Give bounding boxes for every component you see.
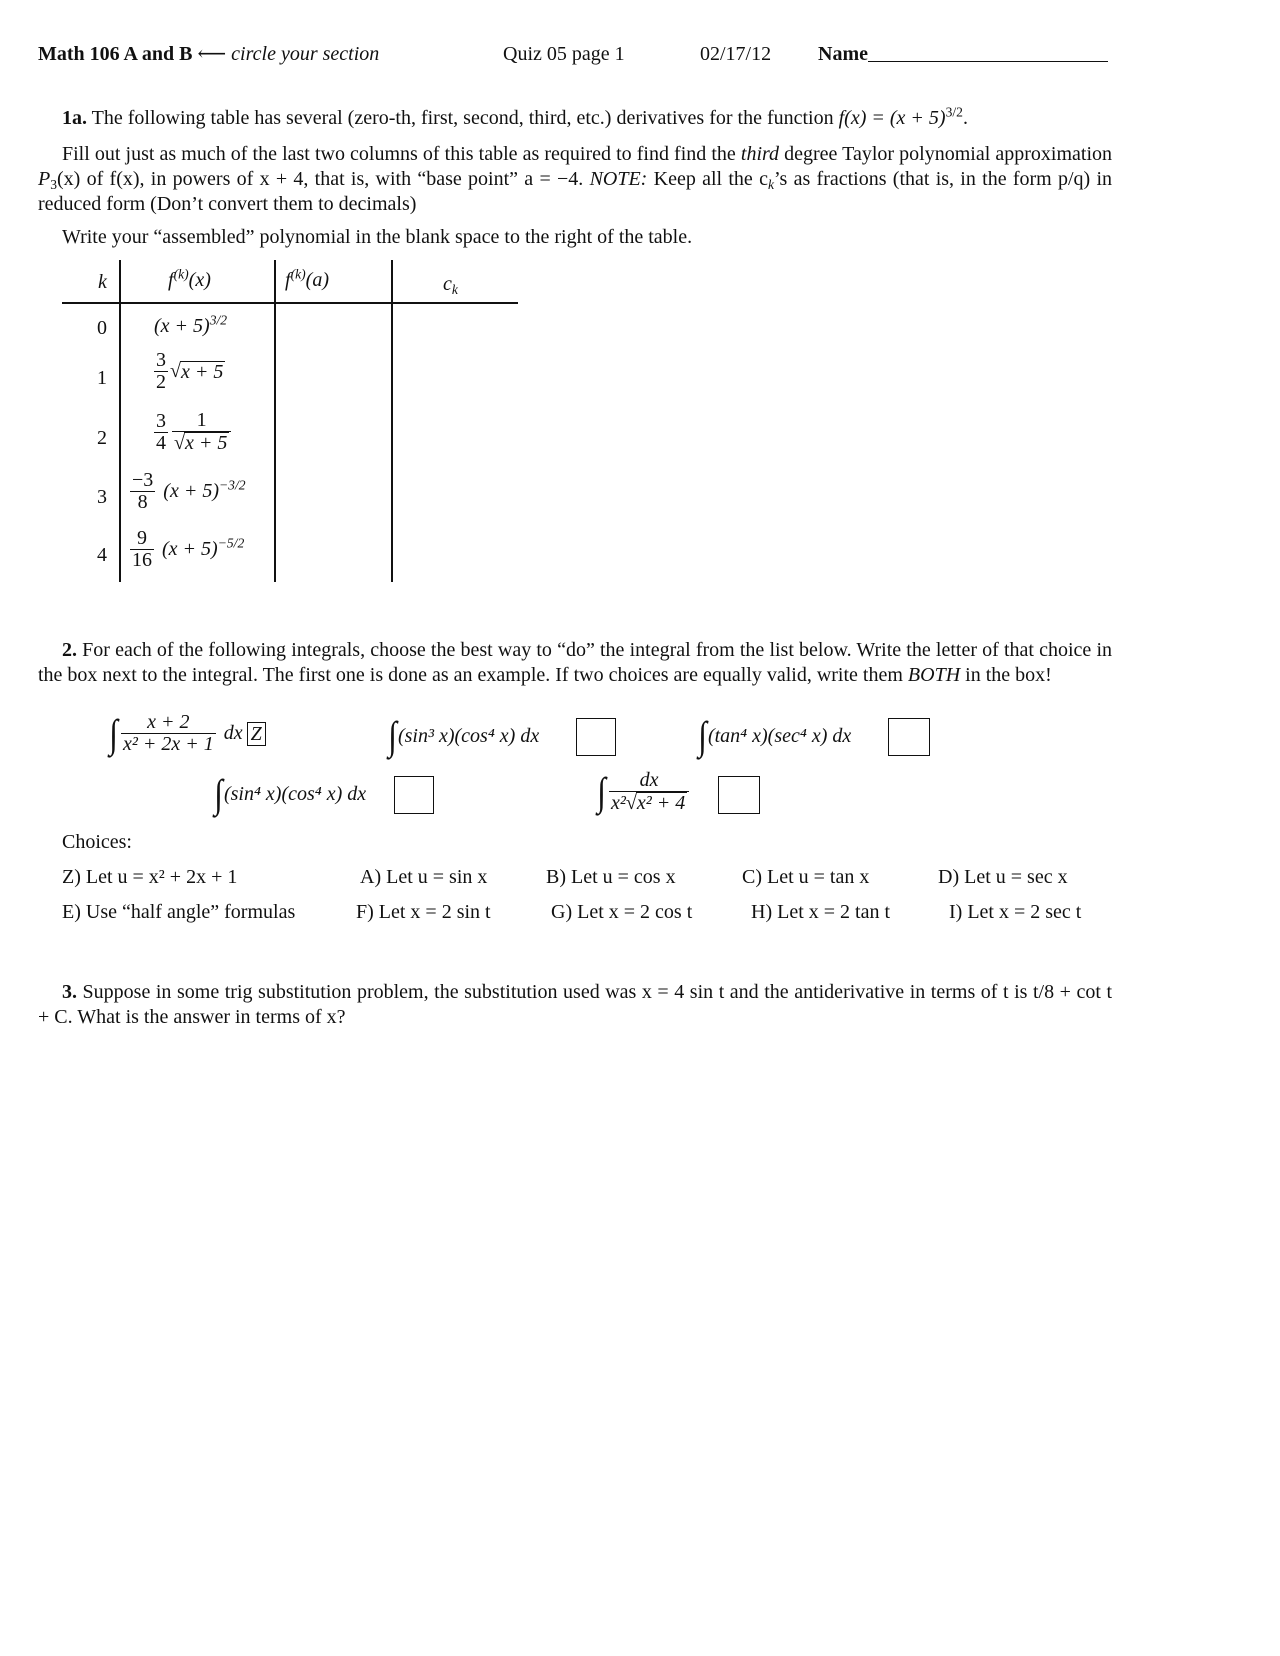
table-header-fka xyxy=(285,268,329,293)
q1-intro: 1a. The following table has several (zero-th, first, second, third, etc.) derivatives for the function $f(x) = (x + 5)^{3/2}$. xyxy=(62,104,968,129)
choice-item: C) Let u = tan x xyxy=(742,866,870,888)
integral-1-den: x² + 2x + 1 xyxy=(122,733,214,755)
row4-fraction xyxy=(130,528,154,571)
q1-number: 1a. xyxy=(62,107,87,129)
choice-item: B) Let u = cos x xyxy=(546,866,676,888)
answer-box-sin4-cos4[interactable] xyxy=(394,776,434,814)
q1-instr-part-c: (x) of f(x), in powers of x + 4, that is, with “base point” a = −4. xyxy=(57,168,584,190)
name-field[interactable] xyxy=(818,42,1108,67)
table-divider-1 xyxy=(119,260,121,582)
row3-num: −3 xyxy=(132,469,154,491)
quiz-date: 02/17/12 xyxy=(700,43,772,65)
q1-assembled-instruction: Write your “assembled” polynomial in the blank space to the right of the table. xyxy=(62,226,693,248)
q1-intro-text: The following table has several (zero-th, first, second, third, etc.) derivatives for the function xyxy=(91,107,834,129)
table-row-k: 1 xyxy=(97,367,107,389)
row4-den: 16 xyxy=(132,549,152,571)
q3-body: Suppose in some trig substitution problem, the substitution used was x = 4 sin t and the antiderivative in terms of t is t/8 + cot t + C. What is the answer in terms of x? xyxy=(38,981,1112,1028)
row0-exp: 3/2 xyxy=(209,312,228,328)
fkx-f: f xyxy=(168,269,174,291)
q1-note-label: NOTE: xyxy=(589,168,648,190)
choice-item: Z) Let u = x² + 2x + 1 xyxy=(62,866,238,888)
integral-5-num: dx xyxy=(609,770,689,792)
name-label: Name xyxy=(818,43,868,65)
row2-fraction xyxy=(154,411,168,454)
answer-box-dx-x2-sqrt[interactable] xyxy=(718,776,760,814)
table-row-k: 4 xyxy=(97,544,107,566)
integral-dx-over-x2-sqrt xyxy=(596,770,691,814)
sqrt-icon: √ xyxy=(174,432,185,454)
row2-fraction-2 xyxy=(172,410,231,454)
choices-label: Choices: xyxy=(62,831,132,853)
q1-note-part-b: ’s as fractions (that is, in the form p/q) in reduced form (Don’t convert them to decimals) xyxy=(38,168,1113,215)
choice-item: H) Let x = 2 tan t xyxy=(751,901,891,923)
integral-sign-icon: ∫ xyxy=(597,769,606,814)
integral-1-dx: dx xyxy=(223,722,243,744)
table-divider-2 xyxy=(274,260,276,582)
sqrt-icon: √ xyxy=(170,360,181,382)
q2-text-a: For each of the following integrals, choose the best way to “do” the integral from the list below. Write the letter of that choice in the box next to the integral. The first one is done as an example. If two choices are equally valid, write them xyxy=(38,639,1112,686)
integral-sin4-cos4 xyxy=(213,771,367,816)
q1-instr-third: third xyxy=(740,143,780,165)
fkx-arg: (x) xyxy=(188,269,211,291)
table-row-k: 0 xyxy=(97,317,107,339)
choice-item: D) Let u = sec x xyxy=(938,866,1068,888)
q1-note-part-a: Keep all the c xyxy=(653,168,768,190)
row1-den: 2 xyxy=(156,371,166,393)
q1-instr-poly-sub: 3 xyxy=(50,177,58,193)
choice-item: I) Let x = 2 sec t xyxy=(949,901,1082,923)
integral-sign-icon: ∫ xyxy=(214,771,223,816)
fka-sup: (k) xyxy=(290,266,306,282)
q2-text-b: in the box! xyxy=(965,664,1052,686)
integral-sin3-cos4 xyxy=(387,713,540,758)
choice-item: E) Use “half angle” formulas xyxy=(62,901,296,923)
fka-f: f xyxy=(285,269,291,291)
q1-instr-part-b: degree Taylor polynomial approximation xyxy=(784,143,1113,165)
integral-example xyxy=(108,712,266,755)
table-row-derivative xyxy=(152,410,233,454)
fkx-sup: (k) xyxy=(173,266,189,282)
row3-base: (x + 5) xyxy=(163,480,219,502)
answer-box-sin3-cos4[interactable] xyxy=(576,718,616,756)
integral-1-num: x + 2 xyxy=(121,712,216,734)
row3-exp: −3/2 xyxy=(218,477,246,493)
course-title: Math 106 A and B xyxy=(38,43,193,65)
table-header-ck xyxy=(443,272,458,297)
table-header-k: k xyxy=(98,271,107,293)
q3-number: 3. xyxy=(62,981,77,1003)
row4-exp: −5/2 xyxy=(217,535,245,551)
integral-1-fraction xyxy=(121,712,216,755)
integral-tan4-sec4 xyxy=(697,713,852,758)
integral-sign-icon: ∫ xyxy=(109,710,118,756)
q2-instructions xyxy=(38,638,1112,688)
section-hint: circle your section xyxy=(231,43,380,65)
answer-box-tan4-sec4[interactable] xyxy=(888,718,930,756)
table-row-derivative xyxy=(154,314,227,339)
q2-number: 2. xyxy=(62,639,77,661)
choice-item: G) Let x = 2 cos t xyxy=(551,901,693,923)
row1-radicand: x + 5 xyxy=(180,360,224,383)
row3-fraction xyxy=(130,470,155,513)
row0-base: (x + 5) xyxy=(154,315,210,337)
q1-instr-part-a: Fill out just as much of the last two columns of this table as required to find find the xyxy=(62,143,736,165)
row2-num: 3 xyxy=(156,409,166,432)
table-row-derivative xyxy=(128,528,244,571)
q1-instr-poly: P xyxy=(38,168,51,190)
q1-function: f(x) = (x + 5) xyxy=(838,107,946,129)
row1-num: 3 xyxy=(156,349,166,371)
row2-den2 xyxy=(172,432,231,454)
choice-item: F) Let x = 2 sin t xyxy=(356,901,491,923)
table-row-derivative xyxy=(128,470,246,513)
name-blank-line[interactable] xyxy=(868,43,1108,62)
integral-sign-icon: ∫ xyxy=(698,713,707,758)
example-answer-box: Z xyxy=(247,722,266,746)
row3-den: 8 xyxy=(137,491,148,513)
table-divider-3 xyxy=(391,260,393,582)
integral-5-den xyxy=(609,792,689,814)
row1-fraction xyxy=(154,350,168,393)
integral-5-radicand: x² + 4 xyxy=(636,792,686,814)
ck-sub: k xyxy=(451,282,458,298)
fka-arg: (a) xyxy=(305,269,329,291)
table-row-k: 3 xyxy=(97,486,107,508)
q1-note-sub: k xyxy=(767,177,774,193)
q2-both: BOTH xyxy=(907,664,961,686)
table-header-fkx xyxy=(168,268,211,293)
ck-c: c xyxy=(443,273,452,295)
integral-3-integrand: (tan⁴ x)(sec⁴ x) dx xyxy=(707,724,852,747)
integral-sign-icon: ∫ xyxy=(388,713,397,758)
choice-item: A) Let u = sin x xyxy=(360,866,488,888)
header xyxy=(38,42,379,67)
row2-radicand: x + 5 xyxy=(184,432,228,454)
table-row-k: 2 xyxy=(97,427,107,449)
integral-5-fraction xyxy=(609,770,689,814)
q1-function-exponent: 3/2 xyxy=(945,104,963,120)
table-header-rule xyxy=(62,302,518,304)
row2-den: 4 xyxy=(156,431,166,454)
integral-4-integrand: (sin⁴ x)(cos⁴ x) dx xyxy=(223,782,367,805)
sqrt-icon: √ xyxy=(625,792,637,814)
integral-5-den-pre: x² xyxy=(610,792,626,814)
table-row-derivative xyxy=(152,350,225,393)
q1-instructions xyxy=(38,142,1112,217)
row4-num: 9 xyxy=(130,528,154,550)
quiz-label: Quiz 05 page 1 xyxy=(503,43,625,65)
row4-base: (x + 5) xyxy=(162,538,218,560)
arrow-left-icon: ⟵ xyxy=(197,43,227,65)
q3-text xyxy=(38,980,1112,1030)
row2-num2: 1 xyxy=(172,410,231,432)
integral-2-integrand: (sin³ x)(cos⁴ x) dx xyxy=(397,724,540,747)
